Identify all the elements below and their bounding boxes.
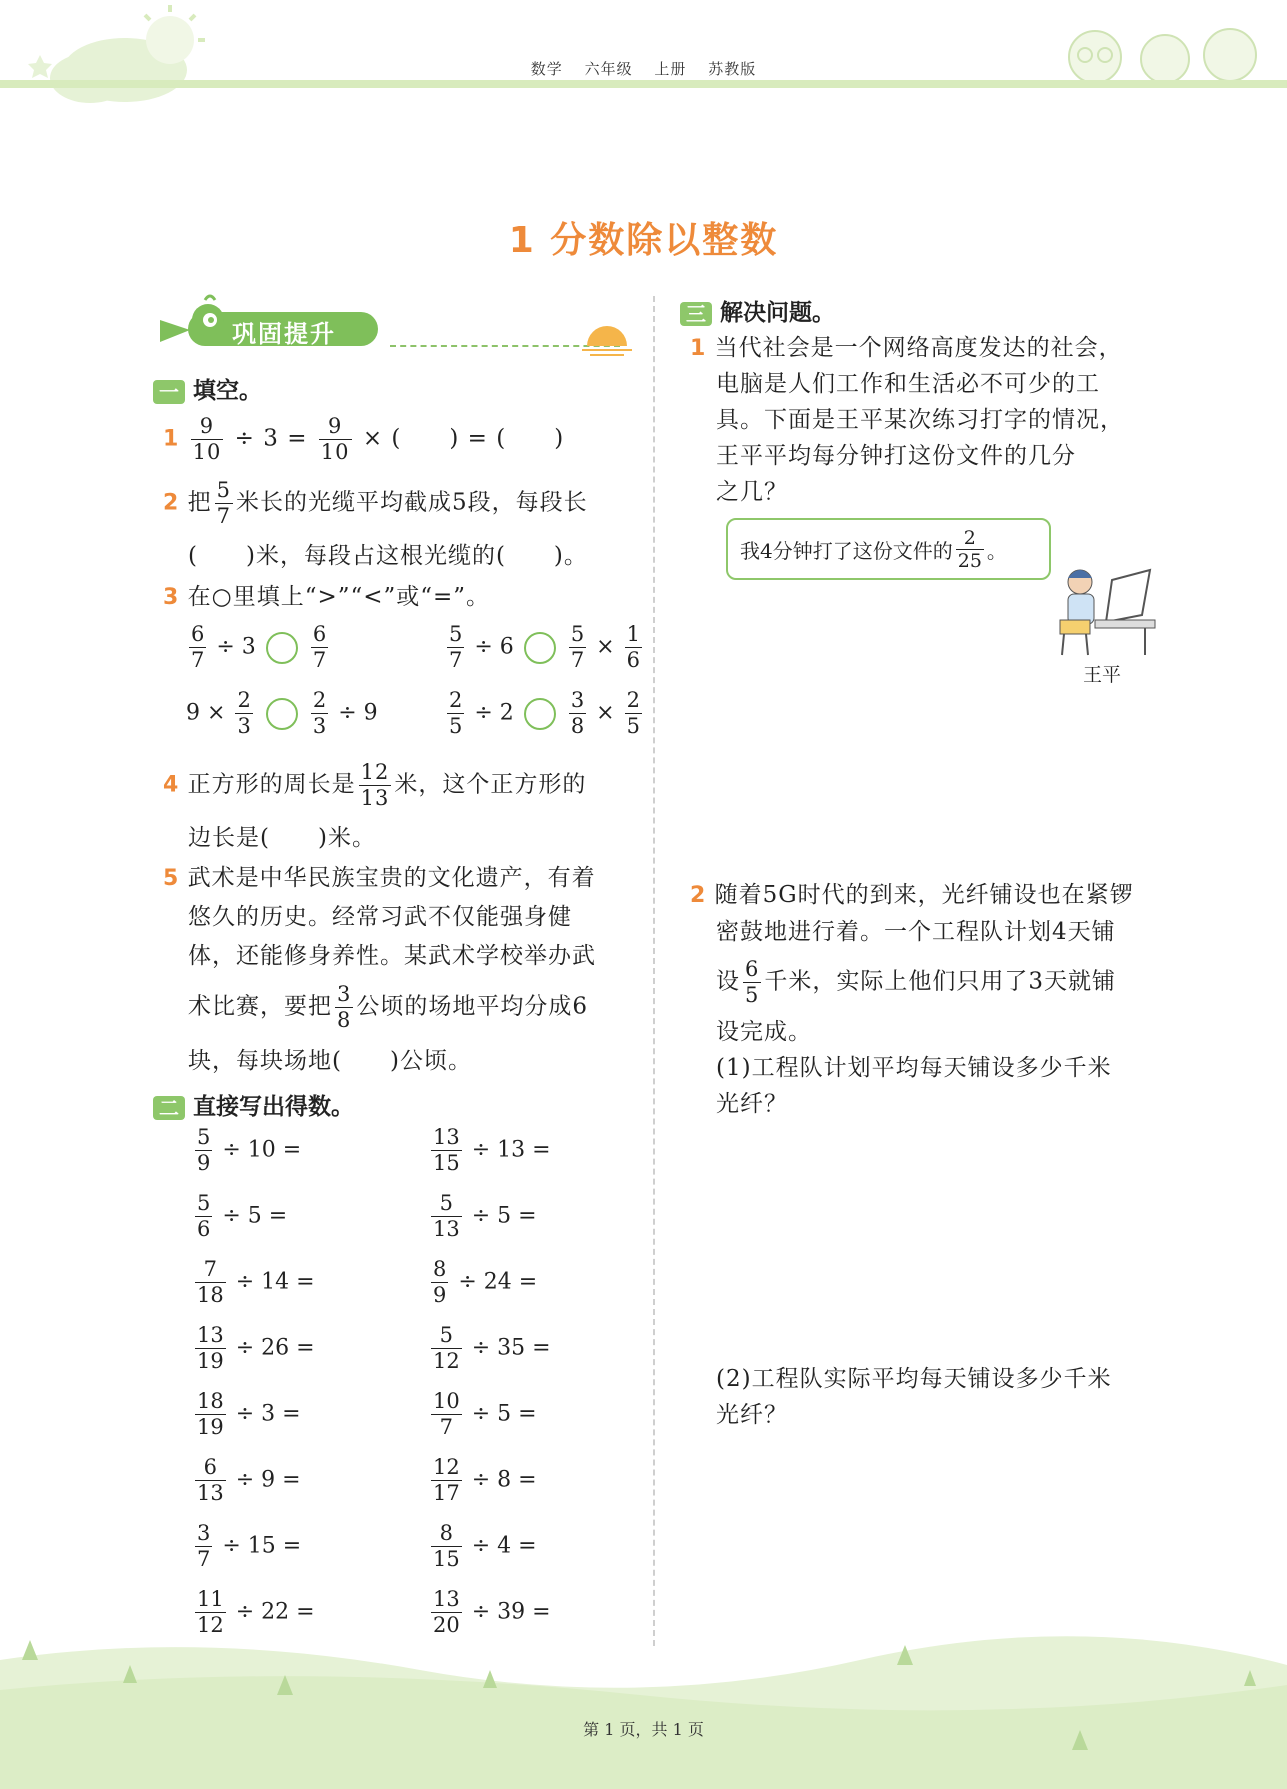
operator: ÷ 5 = xyxy=(222,1203,288,1229)
operator: ÷ 10 = xyxy=(222,1137,302,1163)
question-2-number: 2 xyxy=(163,490,180,516)
problem-2-line-4: 设完成。 xyxy=(716,1019,812,1045)
problem-2-sub-1: (1)工程队计划平均每天铺设多少千米 xyxy=(716,1055,1112,1081)
problem-1-line-2: 电脑是人们工作和生活必不可少的工 xyxy=(716,371,1100,397)
problem-2-sub-2-line-2: 光纤？ xyxy=(716,1402,788,1428)
operator: ÷ 13 = xyxy=(471,1137,551,1163)
operator: ÷ 9 = xyxy=(235,1467,301,1493)
fraction: $\frac{18}{19}$ xyxy=(197,1389,224,1439)
compare-circle[interactable] xyxy=(266,632,298,664)
question-2-line-2: ( )米，每段占这根光缆的( )。 xyxy=(188,543,588,569)
fraction: $\frac{9}{10}$ xyxy=(320,414,350,464)
problem-text: 当代社会是一个网络高度发达的社会， xyxy=(714,335,1123,361)
question-2 xyxy=(163,478,588,529)
fraction: $\frac{12}{17}$ xyxy=(433,1455,460,1505)
calc-item xyxy=(428,1455,537,1506)
operator: ÷ 4 = xyxy=(471,1533,537,1559)
operator: ÷ 39 = xyxy=(471,1599,551,1625)
header-info xyxy=(0,58,1287,79)
section-1-heading xyxy=(153,372,262,405)
fraction: $\frac{13}{19}$ xyxy=(197,1323,224,1373)
operator: ÷ 14 = xyxy=(235,1269,315,1295)
fraction: $\frac{8}{9}$ xyxy=(433,1257,447,1307)
question-text: 武术是中华民族宝贵的文化遗产，有着 xyxy=(187,865,596,891)
section-1-label: 填空。 xyxy=(193,378,262,404)
problem-2-sub-1-line-2: 光纤？ xyxy=(716,1091,788,1117)
header-sun-cloud-decoration xyxy=(20,0,210,110)
problem-2 xyxy=(690,875,1134,916)
banner-sunset-icon xyxy=(582,322,632,358)
question-text: 米，这个正方形的 xyxy=(394,771,587,798)
footer-landscape-decoration xyxy=(0,1620,1287,1789)
operator: ÷ 15 = xyxy=(222,1533,302,1559)
question-4-number: 4 xyxy=(163,772,180,798)
calc-item xyxy=(192,1257,315,1308)
problem-1-line-5: 之几？ xyxy=(716,479,788,505)
fraction: $\frac{13}{15}$ xyxy=(433,1125,460,1175)
person-at-computer-illustration xyxy=(1050,560,1160,660)
header-rule xyxy=(0,80,1287,88)
compare-circle[interactable] xyxy=(524,632,556,664)
section-3-label: 解决问题。 xyxy=(720,300,835,326)
compare-item-c: 9 × $\frac{2}{3}$ $\frac{2}{3}$ ÷ 9 xyxy=(186,688,378,738)
operator: ÷ 35 = xyxy=(471,1335,551,1361)
section-2-tag: 二 xyxy=(153,1096,185,1120)
calc-item xyxy=(428,1125,551,1176)
question-3 xyxy=(163,577,490,618)
header-volume: 上册 xyxy=(654,60,687,78)
problem-text: 随着5G时代的到来，光纤铺设也在紧锣 xyxy=(714,882,1134,908)
fraction: $\frac{5}{9}$ xyxy=(197,1125,211,1175)
fraction: $\frac{11}{12}$ xyxy=(197,1587,224,1637)
section-3-tag: 三 xyxy=(680,302,712,326)
operator: ÷ 26 = xyxy=(235,1335,315,1361)
banner-label: 巩固提升 xyxy=(232,320,336,348)
calc-item xyxy=(192,1323,315,1374)
question-text: 把 xyxy=(187,489,212,516)
fraction: 2 25 xyxy=(957,526,982,572)
compare-item-a: $\frac{6}{7}$ ÷ 3 $\frac{6}{7}$ xyxy=(191,622,327,672)
operator: ÷ 24 = xyxy=(458,1269,538,1295)
section-1-tag: 一 xyxy=(153,380,185,404)
fraction: $\frac{9}{10}$ xyxy=(192,414,222,464)
question-5-number: 5 xyxy=(163,866,180,891)
fraction: $\frac{5}{7}$ xyxy=(216,478,231,528)
page-footer: 第 1 页，共 1 页 xyxy=(583,1720,704,1739)
calc-item xyxy=(428,1191,537,1242)
section-2-heading xyxy=(153,1088,354,1121)
calc-item xyxy=(428,1521,537,1572)
question-text: 米长的光缆平均截成5段，每段长 xyxy=(236,489,588,516)
calc-item xyxy=(192,1455,301,1506)
operator: ÷ 5 = xyxy=(471,1203,537,1229)
calc-item xyxy=(192,1191,287,1242)
question-1-number: 1 xyxy=(163,426,180,452)
fraction: $\frac{7}{18}$ xyxy=(197,1257,224,1307)
problem-1-line-4: 王平平均每分钟打这份文件的几分 xyxy=(716,443,1076,469)
fraction: $\frac{10}{7}$ xyxy=(433,1389,460,1439)
question-4-line-2: 边长是( )米。 xyxy=(188,825,376,851)
problem-1-line-3: 具。下面是王平某次练习打字的情况， xyxy=(716,407,1124,433)
header-subject: 数学 xyxy=(530,60,563,78)
question-5-line-4: 术比赛，要把 $\frac{3}{8}$ 公顷的场地平均分成6 xyxy=(188,982,589,1032)
column-divider xyxy=(653,296,655,1646)
question-5-line-2: 悠久的历史。经常习武不仅能强身健 xyxy=(188,904,572,930)
fraction: $\frac{6}{13}$ xyxy=(197,1455,224,1505)
fraction: $\frac{3}{8}$ xyxy=(337,982,352,1032)
problem-2-sub-2: (2)工程队实际平均每天铺设多少千米 xyxy=(716,1366,1112,1392)
operator: ÷ 3 = xyxy=(234,425,308,452)
problem-1 xyxy=(690,328,1123,369)
operator: ÷ 3 = xyxy=(235,1401,301,1427)
fraction: $\frac{5}{12}$ xyxy=(433,1323,460,1373)
compare-circle[interactable] xyxy=(266,698,298,730)
fraction: $\frac{5}{6}$ xyxy=(197,1191,211,1241)
compare-item-b: $\frac{5}{7}$ ÷ 6 $\frac{5}{7}$ × $\frac{1}{6}$ xyxy=(449,622,640,672)
problem-2-line-2: 密鼓地进行着。一个工程队计划4天铺 xyxy=(716,919,1116,945)
page-title: 1 分数除以整数 xyxy=(508,220,779,261)
calc-item xyxy=(192,1389,301,1440)
operator: ÷ 8 = xyxy=(471,1467,537,1493)
question-4 xyxy=(163,760,586,811)
question-5-line-5: 块，每块场地( )公顷。 xyxy=(188,1048,472,1074)
question-5-line-3: 体，还能修身养性。某武术学校举办武 xyxy=(188,943,596,969)
question-5 xyxy=(163,858,596,899)
fraction: $\frac{12}{13}$ xyxy=(360,760,390,810)
fraction: $\frac{3}{7}$ xyxy=(197,1521,211,1571)
question-3-number: 3 xyxy=(163,585,180,610)
question-text: 正方形的周长是 xyxy=(187,771,356,798)
calc-item xyxy=(192,1125,301,1176)
header-edition: 苏教版 xyxy=(708,60,757,78)
compare-item-d: $\frac{2}{5}$ ÷ 2 $\frac{3}{8}$ × $\frac{2}{5}$ xyxy=(449,688,640,738)
section-3-heading xyxy=(680,294,835,327)
compare-circle[interactable] xyxy=(524,698,556,730)
fraction: $\frac{13}{20}$ xyxy=(433,1587,460,1637)
fraction: $\frac{8}{15}$ xyxy=(433,1521,460,1571)
problem-2-line-3: 设 $\frac{6}{5}$ 千米，实际上他们只用了3天就铺 xyxy=(716,957,1117,1007)
operator: ÷ 5 = xyxy=(471,1401,537,1427)
calc-item xyxy=(192,1521,301,1572)
calc-item xyxy=(428,1257,537,1308)
fraction: $\frac{5}{13}$ xyxy=(433,1191,460,1241)
section-2-label: 直接写出得数。 xyxy=(193,1094,354,1120)
answer-blanks: × ( ) = ( ) xyxy=(362,425,565,452)
person-name-label: 王平 xyxy=(1083,664,1122,686)
fraction: $\frac{6}{5}$ xyxy=(745,957,760,1007)
calc-item xyxy=(428,1323,551,1374)
question-1 xyxy=(163,414,564,465)
speech-bubble: 我4分钟打了这份文件的 2 25 。 xyxy=(726,518,1051,580)
header-grade: 六年级 xyxy=(584,60,633,78)
problem-1-number: 1 xyxy=(690,336,707,361)
problem-2-number: 2 xyxy=(690,883,707,908)
operator: ÷ 22 = xyxy=(235,1599,315,1625)
question-text: 在○里填上“>”“<”或“=”。 xyxy=(187,584,491,610)
calc-item xyxy=(428,1389,537,1440)
